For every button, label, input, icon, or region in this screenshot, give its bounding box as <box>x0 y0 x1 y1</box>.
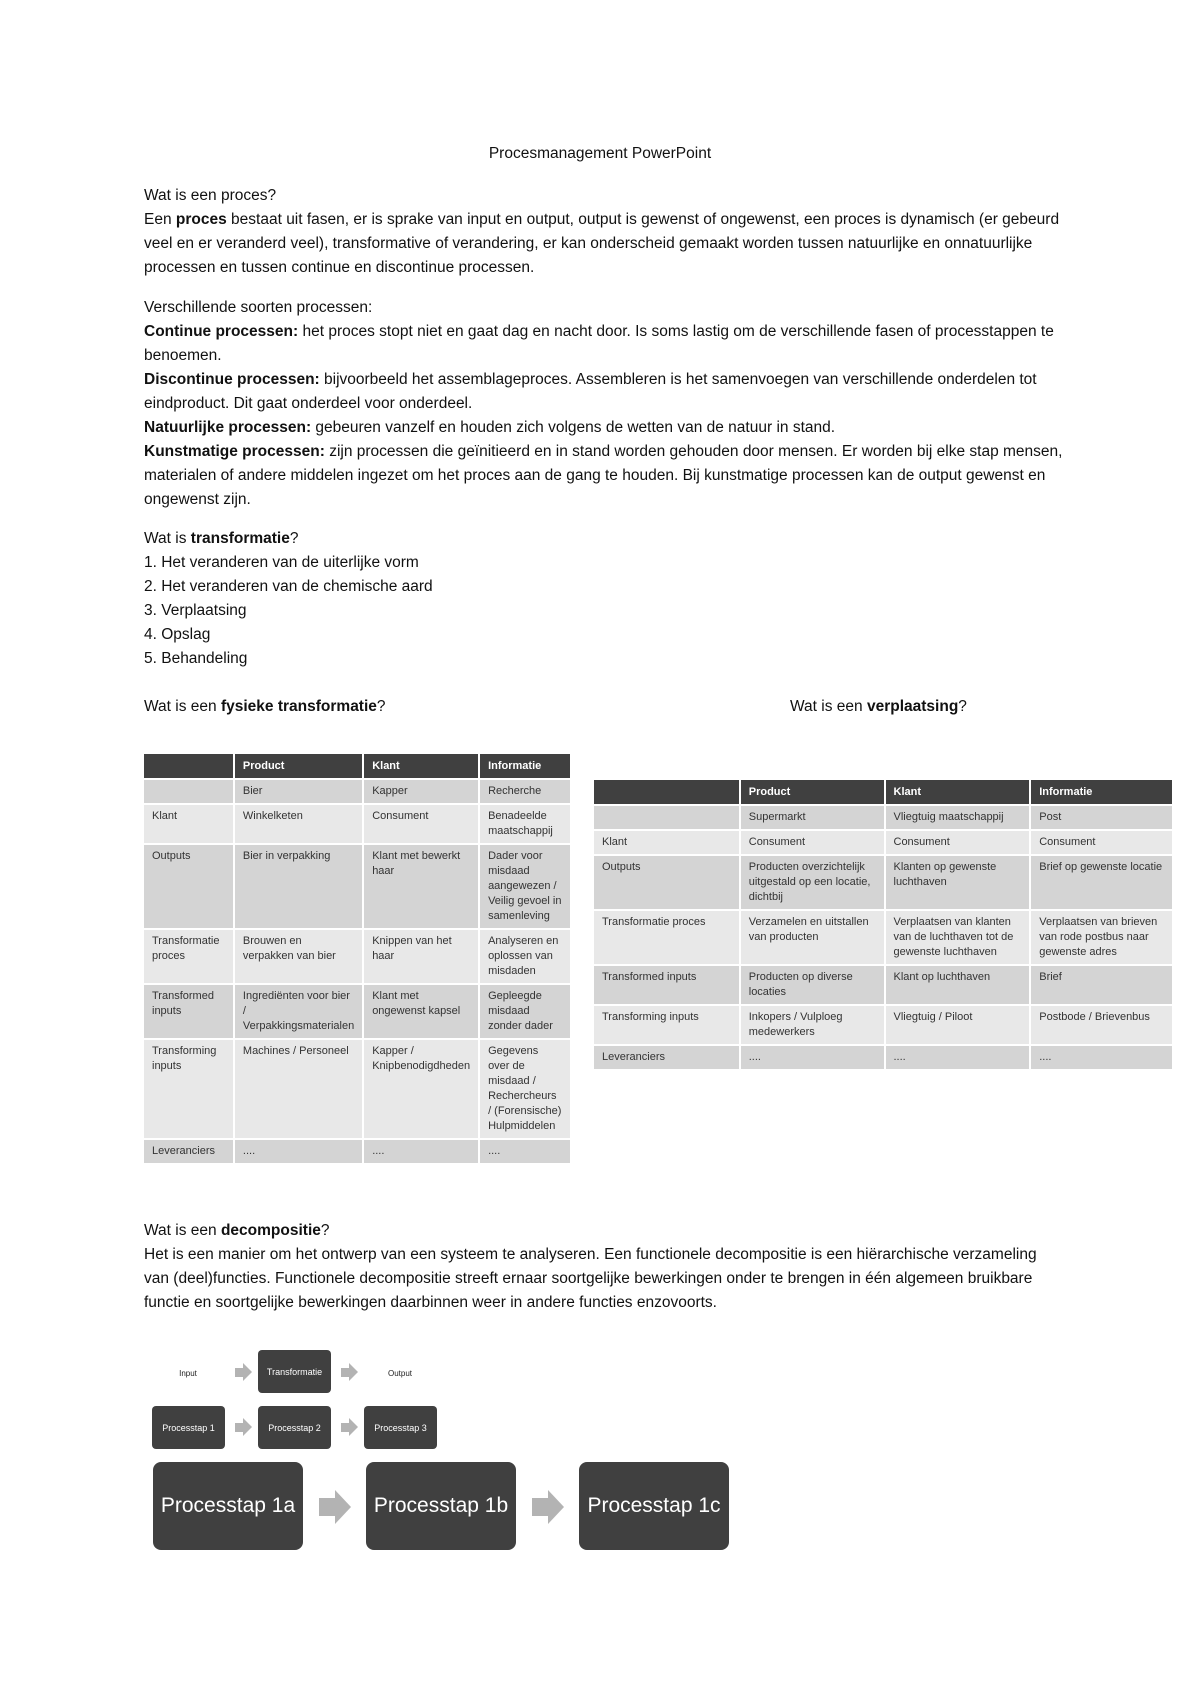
table-cell: Consument <box>1030 830 1173 855</box>
page-title: Procesmanagement PowerPoint <box>488 145 712 162</box>
text-run: Wat is <box>144 530 191 547</box>
table-cell: Klant op luchthaven <box>885 965 1031 1005</box>
table-cell: Consument <box>363 804 479 844</box>
table-row <box>144 804 571 844</box>
table-cell: Klanten op gewenste luchthaven <box>885 855 1031 910</box>
text-run: Wat is een <box>790 698 867 715</box>
bold-term: verplaatsing <box>866 698 959 715</box>
table-row <box>594 1045 1173 1069</box>
row-label-cell: Transformed inputs <box>144 984 234 1039</box>
table-cell: Gepleegde misdaad zonder dader <box>479 984 571 1039</box>
text-run: ? <box>376 698 386 715</box>
table-row <box>594 855 1173 910</box>
diagram-box-processtap-1b: Processtap 1b <box>366 1462 516 1550</box>
text-run: Een <box>144 211 176 228</box>
section-heading: Verschillende soorten processen: <box>144 299 373 316</box>
row-label-cell: Klant <box>594 830 740 855</box>
row-label-cell <box>144 779 234 804</box>
section-transformatie <box>144 527 1064 671</box>
table-cell: Winkelketen <box>234 804 363 844</box>
table-cell: Verplaatsen van klanten van de luchthaven tot de gewenste luchthaven <box>885 910 1031 965</box>
text-run: Wat is een <box>144 1222 221 1239</box>
table-header <box>594 780 740 805</box>
table-cell: Gegevens over de misdaad / Rechercheurs / (Forensische) Hulpmiddelen <box>479 1039 571 1139</box>
bold-term: Continue processen: <box>144 323 299 340</box>
table-cell: Dader voor misdaad aangewezen / Veilig gevoel in samenleving <box>479 844 571 929</box>
section-decompositie <box>144 1219 1064 1315</box>
bold-term: proces <box>175 211 227 228</box>
table-cell: Producten op diverse locaties <box>740 965 885 1005</box>
text-run: ? <box>320 1222 330 1239</box>
table-cell: Benadeelde maatschappij <box>479 804 571 844</box>
table-cell: Post <box>1030 805 1173 830</box>
section-soorten <box>144 296 1064 512</box>
text-run: Wat is een <box>144 698 221 715</box>
table-cell: Producten overzichtelijk uitgestald op een locatie, dichtbij <box>740 855 885 910</box>
diagram-box-processtap-1a: Processtap 1a <box>153 1462 303 1550</box>
list-item: 5. Behandeling <box>144 650 248 667</box>
diagram-box-processtap-2: Processtap 2 <box>258 1406 331 1449</box>
row-label-cell: Transformatie proces <box>144 929 234 984</box>
transformatie-list <box>144 551 1064 671</box>
list-item <box>144 368 1064 416</box>
table-cell: Bier in verpakking <box>234 844 363 929</box>
bold-term: Natuurlijke processen: <box>144 419 312 436</box>
bold-term: decompositie <box>220 1222 321 1239</box>
table-cell: Brief op gewenste locatie <box>1030 855 1173 910</box>
table-cell: Verzamelen en uitstallen van producten <box>740 910 885 965</box>
text-run: ? <box>289 530 299 547</box>
table-header: Klant <box>885 780 1031 805</box>
table-row <box>594 1005 1173 1045</box>
list-item: 3. Verplaatsing <box>144 602 247 619</box>
text-run: ? <box>958 698 967 715</box>
fysiek-table <box>144 754 572 1163</box>
table-row <box>144 779 571 804</box>
table-cell: Supermarkt <box>740 805 885 830</box>
table-header <box>144 754 234 779</box>
diagram-box-processtap-1: Processtap 1 <box>152 1406 225 1449</box>
text-run: het proces stopt niet en gaat dag en nacht door. Is soms lastig om de verschillende fasen of processtappen te benoemen. <box>144 323 1054 364</box>
bold-term: Discontinue processen: <box>144 371 320 388</box>
table-cell: Klant met ongewenst kapsel <box>363 984 479 1039</box>
table-cell: Ingrediënten voor bier / Verpakkingsmaterialen <box>234 984 363 1039</box>
table-cell: Consument <box>885 830 1031 855</box>
table-cell: .... <box>363 1139 479 1163</box>
bold-term: Kunstmatige processen: <box>144 443 325 460</box>
table-cell: Vliegtuig maatschappij <box>885 805 1031 830</box>
table-cell: Brouwen en verpakken van bier <box>234 929 363 984</box>
section-heading <box>144 1219 1064 1243</box>
row-label-cell: Outputs <box>594 855 740 910</box>
diagram-box-processtap-1c: Processtap 1c <box>579 1462 729 1550</box>
table-row <box>144 984 571 1039</box>
list-item <box>144 320 1064 368</box>
table-cell: .... <box>740 1045 885 1069</box>
row-label-cell: Klant <box>144 804 234 844</box>
text-run: zijn processen die geïnitieerd en in stand worden gehouden door mensen. Er worden bij elke stap mensen, materialen of andere middelen ingezet om het proces aan de gang te houden. Bij kunstmatige processen kan de output gewenst en ongewenst zijn. <box>144 443 1063 508</box>
list-item: 4. Opslag <box>144 626 211 643</box>
table-row <box>594 965 1173 1005</box>
paragraph: Het is een manier om het ontwerp van een systeem te analyseren. Een functionele decompositie is een hiërarchische verzameling van (deel)functies. Functionele decompositie streeft ernaar soortgelijke bewerkingen onder te brengen in één algemeen bruikbare functie en soortgelijke bewerkingen daarbinnen weer in andere functies enzovoorts. <box>144 1246 1037 1311</box>
table-cell: Postbode / Brievenbus <box>1030 1005 1173 1045</box>
table-row <box>144 844 571 929</box>
table-cell: Inkopers / Vulploeg medewerkers <box>740 1005 885 1045</box>
table-cell: Analyseren en oplossen van misdaden <box>479 929 571 984</box>
table-cell: Knippen van het haar <box>363 929 479 984</box>
row-label-cell: Leveranciers <box>594 1045 740 1069</box>
table-cell: Kapper / Knipbenodigdheden <box>363 1039 479 1139</box>
list-item: 2. Het veranderen van de chemische aard <box>144 578 433 595</box>
table-row <box>144 929 571 984</box>
table-cell: .... <box>1030 1045 1173 1069</box>
table-row <box>144 1039 571 1139</box>
verplaatsing-heading <box>790 698 967 716</box>
table-header: Informatie <box>1030 780 1173 805</box>
row-label-cell: Leveranciers <box>144 1139 234 1163</box>
row-label-cell: Transforming inputs <box>594 1005 740 1045</box>
table-cell: Vliegtuig / Piloot <box>885 1005 1031 1045</box>
row-label-cell: Transformed inputs <box>594 965 740 1005</box>
row-label-cell: Outputs <box>144 844 234 929</box>
table-cell: Brief <box>1030 965 1173 1005</box>
diagram-label-output: Output <box>387 1368 412 1378</box>
table-header-row <box>594 780 1173 805</box>
fysiek-heading <box>144 698 386 716</box>
diagram-label-input: Input <box>179 1368 197 1378</box>
table-row <box>594 830 1173 855</box>
bold-term: transformatie <box>190 530 290 547</box>
table-cell: .... <box>479 1139 571 1163</box>
section-heading: Wat is een proces? <box>144 187 277 204</box>
table-cell: Bier <box>234 779 363 804</box>
bold-term: fysieke transformatie <box>220 698 377 715</box>
table-row <box>144 1139 571 1163</box>
table-cell: Kapper <box>363 779 479 804</box>
list-item <box>144 416 1064 440</box>
table-cell: Klant met bewerkt haar <box>363 844 479 929</box>
list-item <box>144 440 1064 512</box>
diagram-box-transformatie: Transformatie <box>258 1350 331 1393</box>
table-header: Informatie <box>479 754 571 779</box>
table-header: Klant <box>363 754 479 779</box>
table-header-row <box>144 754 571 779</box>
table-cell: .... <box>234 1139 363 1163</box>
text-run: bestaat uit fasen, er is sprake van input en output, output is gewenst of ongewenst, een proces is dynamisch (er gebeurd veel en er veranderd veel), transformative of verandering, er kan onderscheid gemaakt worden tussen natuurlijke en onnatuurlijke processen en tussen continue en discontinue processen. <box>144 211 1060 276</box>
table-cell: Consument <box>740 830 885 855</box>
row-label-cell: Transformatie proces <box>594 910 740 965</box>
table-cell: Verplaatsen van brieven van rode postbus naar gewenste adres <box>1030 910 1173 965</box>
row-label-cell <box>594 805 740 830</box>
row-label-cell: Transforming inputs <box>144 1039 234 1139</box>
verplaatsing-table <box>594 780 1174 1069</box>
text-run: bijvoorbeeld het assemblageproces. Assembleren is het samenvoegen van verschillende onderdelen tot eindproduct. Dit gaat onderdeel voor onderdeel. <box>144 371 1037 412</box>
diagram-box-processtap-3: Processtap 3 <box>364 1406 437 1449</box>
table-row <box>594 910 1173 965</box>
table-cell: .... <box>885 1045 1031 1069</box>
section-proces <box>144 184 1064 280</box>
table-cell: Machines / Personeel <box>234 1039 363 1139</box>
section-heading <box>144 527 1064 551</box>
paragraph <box>144 208 1064 280</box>
list-item: 1. Het veranderen van de uiterlijke vorm <box>144 554 419 571</box>
table-cell: Recherche <box>479 779 571 804</box>
table-row <box>594 805 1173 830</box>
table-header: Product <box>740 780 885 805</box>
table-header: Product <box>234 754 363 779</box>
text-run: gebeuren vanzelf en houden zich volgens de wetten van de natuur in stand. <box>311 419 836 436</box>
